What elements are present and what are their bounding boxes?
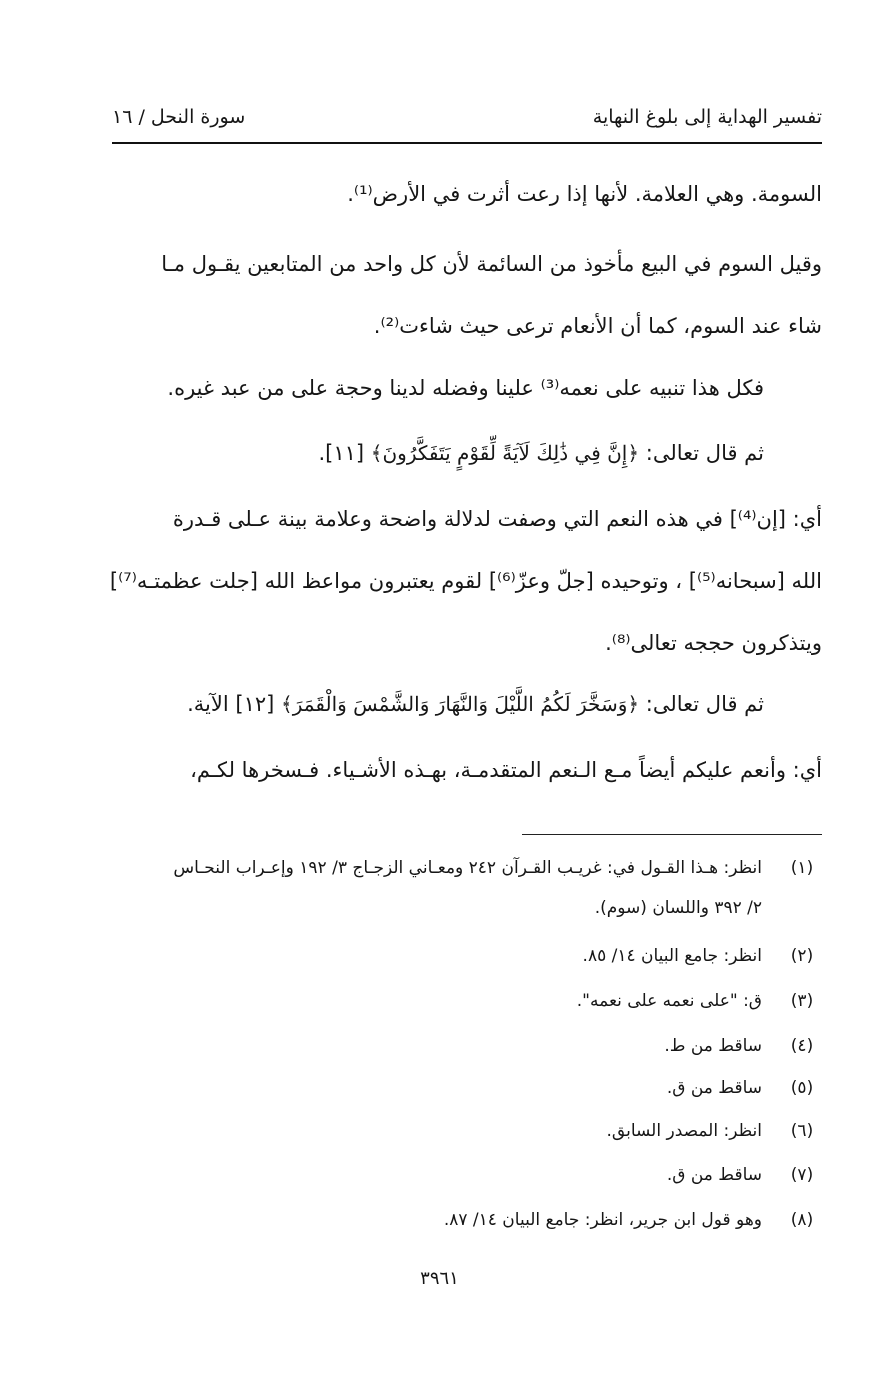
footnote-text: انظر: المصدر السابق. xyxy=(606,1121,762,1141)
footnote-number: (٨) xyxy=(790,1210,814,1230)
paragraph-5 xyxy=(109,488,822,674)
footnote-text: انظر: جامع البيان ١٤/ ٨٥. xyxy=(582,946,762,966)
surah-info: سورة النحل / ١٦ xyxy=(112,106,246,128)
verse-reference: [١٢] الآية. xyxy=(187,692,275,716)
verse-intro: ثم قال تعالى: xyxy=(645,441,764,465)
footnote-number: (٧) xyxy=(790,1165,814,1185)
text-line: وقيل السوم في البيع مأخوذ من السائمة لأن كل واحد من المتابعين يقـول مـا xyxy=(161,252,822,276)
paragraph-6 xyxy=(112,673,822,735)
footnote-number: (١) xyxy=(790,858,814,878)
main-text xyxy=(109,0,822,830)
text-line: الله [سبحانه⁽⁵⁾] ، وتوحيده [جلّ وعزّ⁽⁶⁾] لقوم يعتبرون مواعظ الله [جلت عظمتـه⁽⁷⁾] xyxy=(109,569,822,593)
footnote-text: وهو قول ابن جرير، انظر: جامع البيان ١٤/ ٨٧. xyxy=(443,1210,762,1230)
running-title: تفسير الهداية إلى بلوغ النهاية xyxy=(592,106,822,128)
text-line: السومة. وهي العلامة. لأنها إذا رعت أثرت في الأرض⁽¹⁾. xyxy=(347,182,822,206)
paragraph-3 xyxy=(112,357,822,419)
text-line: ويتذكرون حججه تعالى⁽⁸⁾. xyxy=(605,631,822,655)
footnote-text: ساقط من ط. xyxy=(664,1036,762,1056)
footnote-number: (٤) xyxy=(790,1036,814,1056)
text-line: أي: [إن⁽⁴⁾] في هذه النعم التي وصفت لدلالة واضحة وعلامة بينة عـلى قـدرة xyxy=(172,507,822,531)
footnote-text-continued: ٢/ ٣٩٢ واللسان (سوم). xyxy=(594,898,762,918)
footnote-text: ساقط من ق. xyxy=(666,1165,762,1185)
footnote-number: (٢) xyxy=(790,946,814,966)
text-line: شاء عند السوم، كما أن الأنعام ترعى حيث شاءت⁽²⁾. xyxy=(373,314,822,338)
footnote-text: ق: "على نعمه على نعمه". xyxy=(576,991,762,1011)
verse-line xyxy=(112,422,764,484)
text-line: فكل هذا تنبيه على نعمه⁽³⁾ علينا وفضله لدينا وحجة على من عبد غيره. xyxy=(167,376,764,400)
footnote-text: انظر: هـذا القـول في: غريـب القـرآن ٢٤٢ ومعـاني الزجـاج ٣/ ١٩٢ وإعـراب النحـاس xyxy=(173,858,762,878)
paragraph-7 xyxy=(112,739,822,801)
verse-line xyxy=(112,673,764,735)
footnote-number: (٣) xyxy=(790,991,814,1011)
paragraph-4 xyxy=(112,422,822,484)
page-number: ٣٩٦١ xyxy=(420,1268,459,1289)
footnote-rule xyxy=(522,834,822,835)
verse-intro: ثم قال تعالى: xyxy=(645,692,764,716)
footnote-number: (٦) xyxy=(790,1121,814,1141)
footnote-number: (٥) xyxy=(790,1078,814,1098)
quran-verse: ﴿وَسَخَّرَ لَكُمُ اللَّيْلَ وَالنَّهَارَ وَالشَّمْسَ وَالْقَمَرَ﴾ xyxy=(281,692,640,716)
paragraph-1 xyxy=(112,163,822,225)
quran-verse: ﴿إِنَّ فِي ذَٰلِكَ لَآيَةً لِّقَوْمٍ يَتَفَكَّرُونَ﴾ xyxy=(370,441,640,465)
footnote-text: ساقط من ق. xyxy=(666,1078,762,1098)
paragraph-2 xyxy=(112,233,822,357)
text-line: أي: وأنعم عليكم أيضاً مـع الـنعم المتقدمـة، بهـذه الأشـياء. فـسخرها لكـم، xyxy=(190,758,822,782)
verse-reference: [١١]. xyxy=(318,441,365,465)
